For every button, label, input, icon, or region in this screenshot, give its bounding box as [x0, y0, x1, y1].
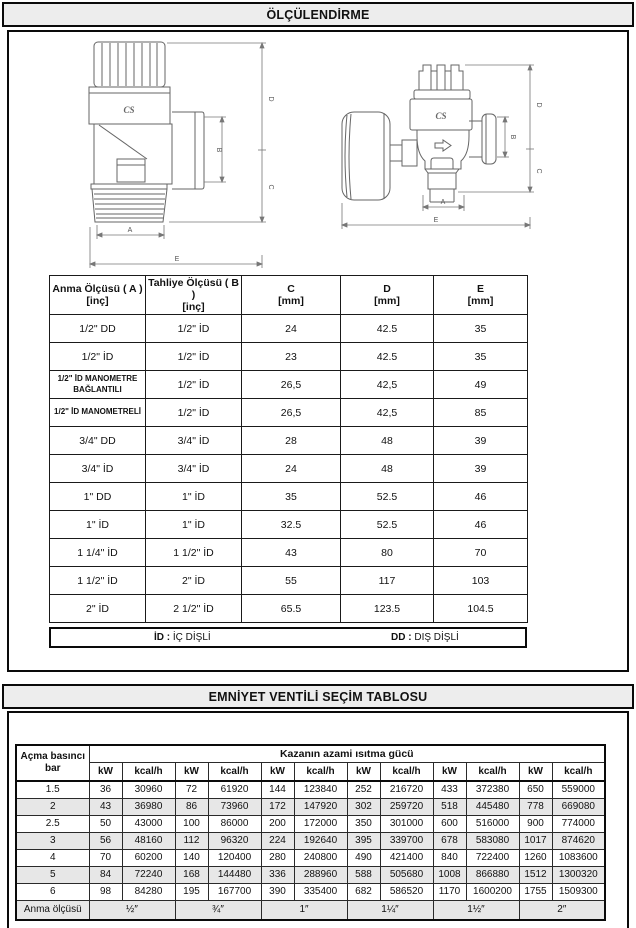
table-cell: 339700 [380, 832, 433, 849]
table-cell: 86000 [208, 815, 261, 832]
table-cell: 86 [175, 798, 208, 815]
table-cell: 50 [89, 815, 122, 832]
table-cell: 516000 [466, 815, 519, 832]
table-cell: 104.5 [434, 595, 528, 623]
table-cell: 84280 [122, 883, 175, 900]
table-cell: 1.5 [16, 781, 89, 798]
dimension-table [49, 275, 528, 623]
brand-logo: CS [435, 111, 447, 121]
unit-header-cell: kcal/h [294, 762, 347, 781]
table-cell: 52.5 [341, 511, 434, 539]
table-cell: 72 [175, 781, 208, 798]
col-header-anma: Anma Ölçüsü ( A ) [inç] [50, 276, 146, 315]
table-cell: 259720 [380, 798, 433, 815]
table-cell: 1512 [519, 866, 552, 883]
legend-id: İD : İÇ DİŞLİ [154, 632, 211, 643]
table-cell: 85 [434, 399, 528, 427]
table-cell: 48 [341, 455, 434, 483]
table-cell: 669080 [552, 798, 605, 815]
table-cell: 372380 [466, 781, 519, 798]
table-cell: 1170 [433, 883, 466, 900]
table-cell: 1" İD [146, 483, 242, 511]
table-cell: 43000 [122, 815, 175, 832]
sel-footer-row [16, 900, 605, 920]
table-cell: 52.5 [341, 483, 434, 511]
table-cell: 46 [434, 511, 528, 539]
table-cell: 1/2" İD MANOMETRELİ [50, 399, 146, 427]
unit-header-cell: kW [433, 762, 466, 781]
table-cell: 583080 [466, 832, 519, 849]
flow-arrow-icon [435, 140, 451, 151]
table-cell: 650 [519, 781, 552, 798]
table-cell: 1755 [519, 883, 552, 900]
table-cell: 70 [89, 849, 122, 866]
selection-table [15, 744, 606, 921]
table-cell: 80 [341, 539, 434, 567]
table-cell: 1/2" İD [146, 315, 242, 343]
table-cell: 72240 [122, 866, 175, 883]
table-cell: 112 [175, 832, 208, 849]
table-cell: 1/2" İD [146, 399, 242, 427]
table-cell: 1017 [519, 832, 552, 849]
dim-label-c: C [267, 184, 274, 190]
dimension-table-header-row [50, 276, 528, 315]
table-cell: 840 [433, 849, 466, 866]
col-header-pressure: Açma basıncı bar [16, 745, 89, 781]
table-cell: 350 [347, 815, 380, 832]
table-cell: 336 [261, 866, 294, 883]
table-cell: 433 [433, 781, 466, 798]
unit-header-cell: kW [89, 762, 122, 781]
table-cell: 172000 [294, 815, 347, 832]
table-cell: 2" İD [146, 567, 242, 595]
table-row [50, 455, 528, 483]
unit-header-cell: kW [347, 762, 380, 781]
dim-label-b: B [509, 134, 516, 140]
size-cell: ½″ [89, 900, 175, 920]
table-row [50, 427, 528, 455]
table-cell: 1600200 [466, 883, 519, 900]
table-cell: 600 [433, 815, 466, 832]
table-cell: 55 [242, 567, 341, 595]
table-row [16, 815, 605, 832]
table-cell: 117 [341, 567, 434, 595]
table-cell: 280 [261, 849, 294, 866]
table-cell: 1" DD [50, 483, 146, 511]
table-row [16, 883, 605, 900]
table-cell: 1/2" DD [50, 315, 146, 343]
table-cell: 1" İD [146, 511, 242, 539]
table-cell: 144 [261, 781, 294, 798]
section-title-secim-tablosu [2, 684, 634, 709]
table-row [50, 511, 528, 539]
table-cell: 505680 [380, 866, 433, 883]
table-cell: 1/2" İD [146, 343, 242, 371]
table-cell: 48 [341, 427, 434, 455]
table-cell: 6 [16, 883, 89, 900]
size-cell: 1¼″ [347, 900, 433, 920]
table-row [16, 781, 605, 798]
col-header-c: C [mm] [242, 276, 341, 315]
table-cell: 23 [242, 343, 341, 371]
table-row [50, 399, 528, 427]
table-cell: 252 [347, 781, 380, 798]
table-cell: 35 [242, 483, 341, 511]
table-row [50, 539, 528, 567]
col-header-d: D [mm] [341, 276, 434, 315]
table-cell: 48160 [122, 832, 175, 849]
table-cell: 518 [433, 798, 466, 815]
table-cell: 722400 [466, 849, 519, 866]
sel-units-row [16, 762, 605, 781]
table-row [50, 315, 528, 343]
table-cell: 224 [261, 832, 294, 849]
table-cell: 1" İD [50, 511, 146, 539]
table-cell: 490 [347, 849, 380, 866]
table-cell: 28 [242, 427, 341, 455]
table-cell: 3/4" DD [50, 427, 146, 455]
table-cell: 195 [175, 883, 208, 900]
table-cell: 778 [519, 798, 552, 815]
size-cell: ¾″ [175, 900, 261, 920]
table-cell: 1/2" İD [146, 371, 242, 399]
unit-header-cell: kcal/h [380, 762, 433, 781]
table-cell: 35 [434, 343, 528, 371]
table-row [50, 595, 528, 623]
table-cell: 421400 [380, 849, 433, 866]
col-header-tahliye: Tahliye Ölçüsü ( B ) [inç] [146, 276, 242, 315]
table-cell: 559000 [552, 781, 605, 798]
dim-table-body [50, 315, 528, 623]
table-cell: 900 [519, 815, 552, 832]
table-cell: 3 [16, 832, 89, 849]
legend-dd: DD : DIŞ DİŞLİ [391, 632, 459, 643]
table-cell: 65.5 [242, 595, 341, 623]
dim-label-e: E [433, 217, 439, 224]
unit-header-cell: kcal/h [552, 762, 605, 781]
table-cell: 874620 [552, 832, 605, 849]
table-cell: 144480 [208, 866, 261, 883]
table-cell: 1008 [433, 866, 466, 883]
table-cell: 36980 [122, 798, 175, 815]
table-cell: 1083600 [552, 849, 605, 866]
table-cell: 140 [175, 849, 208, 866]
table-cell: 30960 [122, 781, 175, 798]
dim-label-c: C [535, 168, 542, 174]
table-cell: 70 [434, 539, 528, 567]
table-row [50, 371, 528, 399]
table-cell: 2" İD [50, 595, 146, 623]
table-cell: 866880 [466, 866, 519, 883]
table-row [16, 798, 605, 815]
dim-label-d: D [535, 102, 542, 108]
table-cell: 302 [347, 798, 380, 815]
table-cell: 24 [242, 455, 341, 483]
table-cell: 588 [347, 866, 380, 883]
table-cell: 24 [242, 315, 341, 343]
table-cell: 56 [89, 832, 122, 849]
size-cell: 1″ [261, 900, 347, 920]
table-cell: 42,5 [341, 399, 434, 427]
table-cell: 39 [434, 427, 528, 455]
table-cell: 1 1/2" İD [50, 567, 146, 595]
col-header-e: E [mm] [434, 276, 528, 315]
table-cell: 3/4" İD [146, 427, 242, 455]
size-cell: 1½″ [433, 900, 519, 920]
table-cell: 43 [89, 798, 122, 815]
table-cell: 445480 [466, 798, 519, 815]
table-row [16, 832, 605, 849]
unit-header-cell: kcal/h [466, 762, 519, 781]
table-row [16, 866, 605, 883]
size-cell: 2″ [519, 900, 605, 920]
table-cell: 49 [434, 371, 528, 399]
section-title-olculendirme [2, 2, 634, 27]
table-cell: 147920 [294, 798, 347, 815]
unit-header-cell: kW [175, 762, 208, 781]
table-cell: 84 [89, 866, 122, 883]
table-cell: 5 [16, 866, 89, 883]
selection-panel [7, 711, 629, 928]
table-cell: 1/2" İD MANOMETRE BAĞLANTILI [50, 371, 146, 399]
section-title-text: ÖLÇÜLENDİRME [266, 7, 370, 22]
table-cell: 1 1/2" İD [146, 539, 242, 567]
table-cell: 123840 [294, 781, 347, 798]
table-cell: 1/2" İD [50, 343, 146, 371]
table-cell: 43 [242, 539, 341, 567]
table-cell: 200 [261, 815, 294, 832]
table-cell: 167700 [208, 883, 261, 900]
unit-header-cell: kW [519, 762, 552, 781]
table-cell: 3/4" İD [50, 455, 146, 483]
table-cell: 35 [434, 315, 528, 343]
table-cell: 73960 [208, 798, 261, 815]
valve-with-gauge-drawing [333, 59, 545, 234]
table-cell: 61920 [208, 781, 261, 798]
table-cell: 42.5 [341, 343, 434, 371]
table-cell: 4 [16, 849, 89, 866]
col-header-boiler-power: Kazanın azami ısıtma gücü [89, 745, 605, 762]
valve-drawing-side-view [87, 37, 277, 269]
table-cell: 390 [261, 883, 294, 900]
table-cell: 1300320 [552, 866, 605, 883]
dim-label-b: B [215, 147, 222, 153]
table-cell: 172 [261, 798, 294, 815]
unit-header-cell: kW [261, 762, 294, 781]
table-cell: 60200 [122, 849, 175, 866]
table-cell: 42,5 [341, 371, 434, 399]
table-cell: 1 1/4" İD [50, 539, 146, 567]
table-cell: 335400 [294, 883, 347, 900]
table-cell: 103 [434, 567, 528, 595]
dim-label-a: A [127, 227, 133, 234]
table-cell: 774000 [552, 815, 605, 832]
table-cell: 120400 [208, 849, 261, 866]
thread-legend-bar [49, 627, 527, 648]
table-cell: 100 [175, 815, 208, 832]
table-cell: 46 [434, 483, 528, 511]
table-cell: 240800 [294, 849, 347, 866]
table-cell: 36 [89, 781, 122, 798]
table-cell: 192640 [294, 832, 347, 849]
section-title-text: EMNİYET VENTİLİ SEÇİM TABLOSU [208, 689, 428, 704]
table-cell: 2.5 [16, 815, 89, 832]
table-cell: 26,5 [242, 371, 341, 399]
table-cell: 42.5 [341, 315, 434, 343]
table-row [50, 343, 528, 371]
table-row [16, 849, 605, 866]
table-cell: 168 [175, 866, 208, 883]
table-cell: 1260 [519, 849, 552, 866]
table-cell: 1509300 [552, 883, 605, 900]
sel-table-body [16, 781, 605, 900]
footer-label: Anma ölçüsü [16, 900, 89, 920]
table-cell: 39 [434, 455, 528, 483]
unit-header-cell: kcal/h [208, 762, 261, 781]
dim-label-a: A [440, 199, 446, 206]
unit-header-cell: kcal/h [122, 762, 175, 781]
table-cell: 586520 [380, 883, 433, 900]
dimensioning-panel [7, 30, 629, 672]
table-cell: 26,5 [242, 399, 341, 427]
table-cell: 682 [347, 883, 380, 900]
table-cell: 288960 [294, 866, 347, 883]
table-cell: 3/4" İD [146, 455, 242, 483]
table-cell: 96320 [208, 832, 261, 849]
dim-label-d: D [267, 96, 274, 102]
table-cell: 32.5 [242, 511, 341, 539]
table-cell: 123.5 [341, 595, 434, 623]
table-cell: 395 [347, 832, 380, 849]
table-cell: 98 [89, 883, 122, 900]
table-cell: 2 [16, 798, 89, 815]
table-cell: 2 1/2" İD [146, 595, 242, 623]
table-cell: 216720 [380, 781, 433, 798]
table-cell: 301000 [380, 815, 433, 832]
table-cell: 678 [433, 832, 466, 849]
brand-logo: CS [123, 105, 135, 115]
dim-label-e: E [174, 256, 180, 263]
table-row [50, 483, 528, 511]
selection-header-row-1 [16, 745, 605, 762]
table-row [50, 567, 528, 595]
